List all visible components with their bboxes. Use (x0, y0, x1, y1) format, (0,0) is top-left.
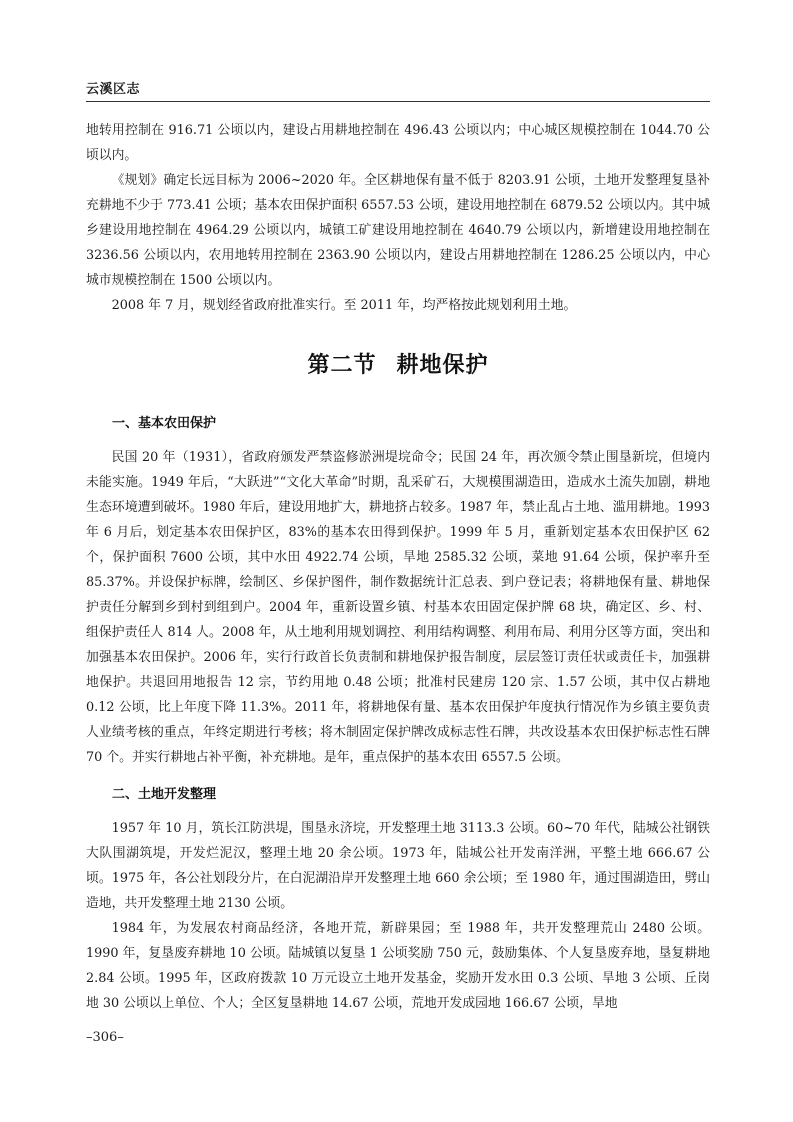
subsection-2-paragraph-2: 1984 年，为发展农村商品经济，各地开荒，新辟果园；至 1988 年，共开发整理荒山 2480 公顷。1990 年，复垦废弃耕地 10 公顷。陆城镇以复垦 1 公顷奖励 750 元，鼓励集体、个人复垦废弃地，垦复耕地 2.84 公顷。1995 年，区政府拨款 10 万元设立土地开发基金，奖励开发水田 0.3 公顷、旱地 3 公顷、丘岗地 30 公顷以上单位、个人；全区复垦耕地 14.67 公顷，荒地开发成园地 166.67 公顷，旱地 (86, 921, 710, 1011)
page-number: –306– (86, 1030, 124, 1045)
subsection-heading-2: 二、土地开发整理 (112, 787, 217, 802)
subsection-2-paragraph-1: 1957 年 10 月，筑长江防洪堤，围垦永济垸，开发整理土地 3113.3 公顷。60~70 年代，陆城公社钢铁大队围湖筑堤，开发烂泥汉，整理土地 20 余公顷。1973 年，陆城公社开发南洋洲，平整土地 666.67 公顷。1975 年，各公社划段分片，在白泥湖沿岸开发整理土地 660 余公顷；至 1980 年，通过围湖造田，劈山造地，共开发整理土地 2130 公顷。 (86, 821, 710, 911)
intro-paragraph-3: 2008 年 7 月，规划经省政府批准实行。至 2011 年，均严格按此规划利用土地。 (111, 298, 577, 313)
subsection-1-paragraph-1: 民国 20 年（1931），省政府颁发严禁盗修淤洲堤垸命令；民国 24 年，再次颁令禁止围垦新垸，但境内未能实施。1949 年后，“大跃进”“文化大革命”时期，乱采矿石，大规模围湖造田，造成水土流失加剧，耕地生态环境遭到破坏。1980 年后，建设用地扩大，耕地挤占较多。1987 年，禁止乱占土地、滥用耕地。1993 年 6 月后，划定基本农田保护区，83%的基本农田得到保护。1999 年 5 月，重新划定基本农田保护区 62 个，保护面积 7600 公顷，其中水田 4922.74 公顷，旱地 2585.32 公顷，菜地 91.64 公顷，保护率升至 85.37%。并设保护标牌，绘制区、乡保护图件，制作数据统计汇总表、到户登记表；将耕地保有量、耕地保护责任分解到乡到村到组到户。2004 年，重新设置乡镇、村基本农田固定保护牌 68 块，确定区、乡、村、组保护责任人 814 人。2008 年，从土地利用规划调控、利用结构调整、利用布局、利用分区等方面，突出和加强基本农田保护。2006 年，实行行政首长负责制和耕地保护报告制度，层层签订责任状或责任卡，加强耕地保护。共退回用地报告 12 宗，节约用地 0.48 公顷；批准村民建房 120 宗、1.57 公顷，其中仅占耕地 0.12 公顷，比上年度下降 11.3%。2011 年，将耕地保有量、基本农田保护年度执行情况作为乡镇主要负责人业绩考核的重点，年终定期进行考核；将木制固定保护牌改成标志性石牌，共改设基本农田保护标志性石牌 70 个。并实行耕地占补平衡，补充耕地。是年，重点保护的基本农田 6557.5 公顷。 (86, 450, 710, 765)
running-header-title: 云溪区志 (86, 82, 141, 97)
section-title-text: 耕地保护 (396, 353, 489, 378)
subsection-heading-1: 一、基本农田保护 (112, 416, 217, 431)
intro-paragraph-1: 地转用控制在 916.71 公顷以内，建设占用耕地控制在 496.43 公顷以内；中心城区规模控制在 1044.70 公顷以内。 (86, 123, 710, 163)
page-content (86, 118, 710, 1016)
section-title (86, 348, 710, 379)
intro-paragraph-2: 《规划》确定长远目标为 2006~2020 年。全区耕地保有量不低于 8203.91 公顷，土地开发整理复垦补充耕地不少于 773.41 公顷；基本农田保护面积 6557.53 公顷，建设用地控制在 6879.52 公顷以内。其中城乡建设用地控制在 4964.29 公顷以内，城镇工矿建设用地控制在 4640.79 公顷以内，新增建设用地控制在 3236.56 公顷以内，农用地转用控制在 2363.90 公顷以内，建设占用耕地控制在 1286.25 公顷以内，中心城市规模控制在 1500 公顷以内。 (86, 173, 710, 288)
header-rule (86, 101, 710, 102)
section-number: 第二节 (307, 353, 377, 378)
